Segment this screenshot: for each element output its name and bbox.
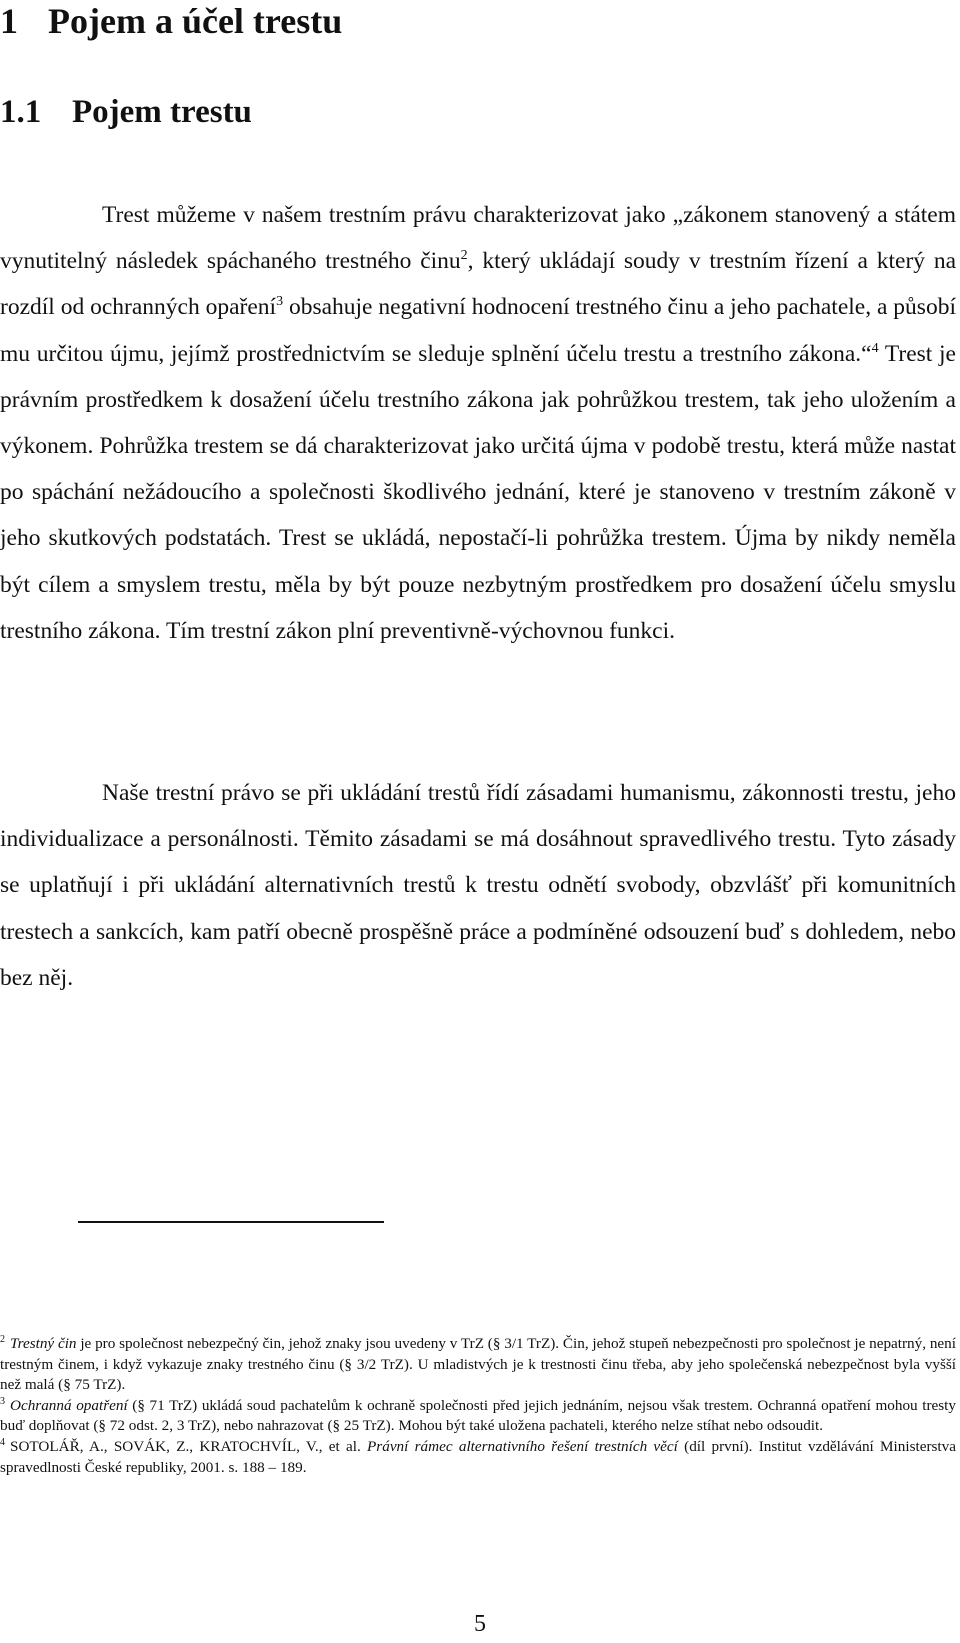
section-title: Pojem trestu [72,94,252,130]
page-number: 5 [474,1611,486,1637]
footnote-text: (§ 71 TrZ) ukládá soud pachatelům k ochraně společnosti před jejich jednáním, nejsou však trestem. Ochranná opatření mohou tresty buď doplňovat (§ 72 odst. 2, 3 TrZ), nebo nahrazovat (§ 25 TrZ). Mohou být také uložena pachateli, kterého nelze stíhat nebo odsoudit. [0,1396,956,1435]
section-number: 1.1 [0,94,42,130]
footnote-mark: 2 [0,1334,5,1345]
footnote-ref-4[interactable]: 4 [871,340,879,356]
footnote-text: je pro společnost nebezpečný čin, jehož znaky jsou uvedeny v TrZ (§ 3/1 TrZ). Čin, jehož stupeň nebezpečnosti pro společnost je nepatrný, není trestným činem, i když vykazuje znaky trestného činu (§ 3/2 TrZ). U mladistvých je k trestnosti činu třeba, aby jeho společenská nebezpečnost byla vyšší než malá (§ 75 TrZ). [0,1335,956,1394]
paragraph-1-text-c: obsahuje negativní hodnocení trestného činu a jeho pachatele, a působí mu určitou újmu, jejímž prostřednictvím se sleduje splnění účelu trestu a trestního zákona.“ [0,294,956,367]
footnote-authors: SOTOLÁŘ, A., SOVÁK, Z., KRATOCHVÍL, V., et al. [10,1437,368,1455]
body-paragraph-1 [0,192,956,654]
chapter-title: Pojem a účel trestu [48,1,343,41]
footnotes [0,1334,956,1478]
footnote-ref-2[interactable]: 2 [460,248,468,264]
footnote-3 [0,1396,956,1437]
footnote-ref-3[interactable]: 3 [276,294,284,310]
footnote-4 [0,1437,956,1478]
footnote-mark: 4 [0,1436,5,1448]
footnote-2 [0,1334,956,1396]
paragraph-1-text-a: Trest můžeme v našem trestním právu charakterizovat jako „zákonem stanovený a státem vynutitelný následek spáchaného trestného činu [0,202,956,275]
paragraph-1-text-d: Trest je právním prostředkem k dosažení účelu trestního zákona jak pohrůžkou trestem, tak jeho uložením a výkonem. Pohrůžka trestem se dá charakterizovat jako určitá újma v podobě trestu, která může nastat po spáchání nežádoucího a společnosti škodlivého jednání, které je stanoveno v trestním zákoně v jeho skutkových podstatách. Trest se ukládá, nepostačí-li pohrůžka trestem. Újma by nikdy neměla být cílem a smyslem trestu, měla by být pouze nezbytným prostředkem pro dosažení účelu smyslu trestního zákona. Tím trestní zákon plní preventivně-výchovnou funkci. [0,340,956,644]
footnote-text: (díl první). Institut vzdělávání Ministerstva spravedlnosti České republiky, 2001. s. 188 – 189. [0,1437,956,1476]
paragraph-1-text-b: , který ukládají soudy v trestním řízení a který na rozdíl od ochranných opaření [0,248,956,321]
section-heading [0,92,252,132]
chapter-number: 1 [0,1,18,41]
footnote-term: Ochranná opatření [10,1396,128,1414]
footnote-book-title: Právní rámec alternativního řešení trestních věcí [367,1437,678,1455]
body-paragraph-2: Naše trestní právo se při ukládání trestů řídí zásadami humanismu, zákonnosti trestu, jeho individualizace a personálnosti. Těmito zásadami se má dosáhnout spravedlivého trestu. Tyto zásady se uplatňují i při ukládání alternativních trestů k trestu odnětí svobody, obzvlášť při komunitních trestech a sankcích, kam patří obecně prospěšně práce a podmíněné odsouzení buď s dohledem, nebo bez něj. [0,780,956,991]
footnote-term: Trestný čin [10,1335,77,1352]
chapter-heading [0,0,342,42]
footnote-mark: 3 [0,1395,5,1407]
footnote-separator [78,1221,384,1223]
